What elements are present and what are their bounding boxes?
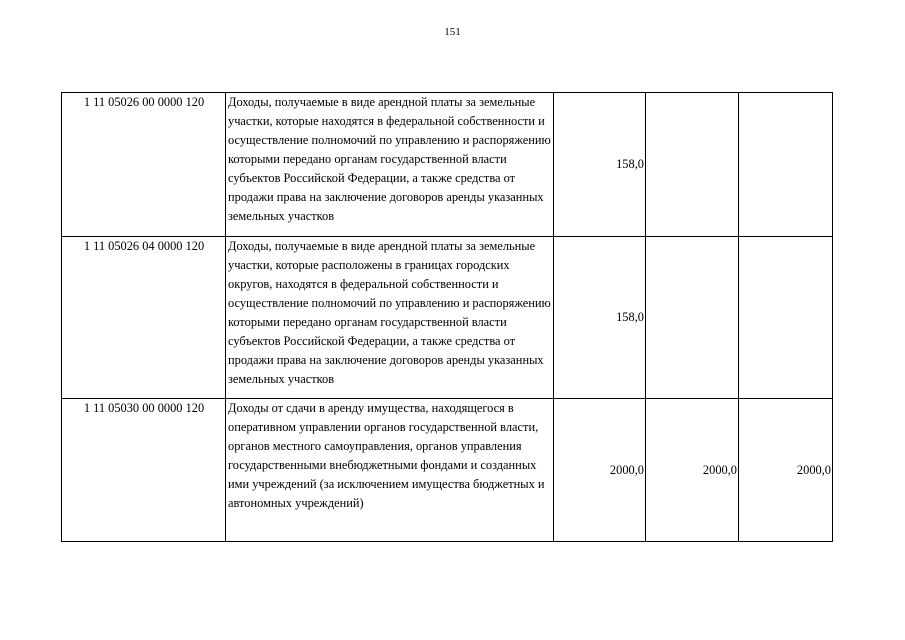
amount-cell-3 <box>739 237 833 399</box>
description-cell: Доходы, получаемые в виде арендной платы за земельные участки, которые находятся в федеральной собственности и осуществление полномочий по управлению и распоряжению которыми передано органам государственной власти субъектов Российской Федерации, а также средства от продажи права на заключение договоров аренды указанных земельных участков <box>226 93 554 237</box>
amount-cell-1: 158,0 <box>554 93 646 237</box>
budget-code-cell: 1 11 05026 04 0000 120 <box>62 237 226 399</box>
budget-code-cell: 1 11 05026 00 0000 120 <box>62 93 226 237</box>
budget-code-cell: 1 11 05030 00 0000 120 <box>62 399 226 542</box>
amount-cell-1: 2000,0 <box>554 399 646 542</box>
amount-cell-2 <box>646 93 739 237</box>
amount-cell-3 <box>739 93 833 237</box>
description-cell: Доходы от сдачи в аренду имущества, находящегося в оперативном управлении органов государственной власти, органов местного самоуправления, органов управления государственными внебюджетными фондами и созданных ими учреждений (за исключением имущества бюджетных и автономных учреждений) <box>226 399 554 542</box>
table-row <box>62 399 833 542</box>
amount-cell-3: 2000,0 <box>739 399 833 542</box>
revenue-table <box>61 92 833 542</box>
table-row <box>62 93 833 237</box>
amount-cell-2 <box>646 237 739 399</box>
table-row <box>62 237 833 399</box>
amount-cell-2: 2000,0 <box>646 399 739 542</box>
page-number: 151 <box>444 26 461 38</box>
description-cell: Доходы, получаемые в виде арендной платы за земельные участки, которые расположены в границах городских округов, находятся в федеральной собственности и осуществление полномочий по управлению и распоряжению которыми передано органам государственной власти субъектов Российской Федерации, а также средства от продажи права на заключение договоров аренды указанных земельных участков <box>226 237 554 399</box>
amount-cell-1: 158,0 <box>554 237 646 399</box>
